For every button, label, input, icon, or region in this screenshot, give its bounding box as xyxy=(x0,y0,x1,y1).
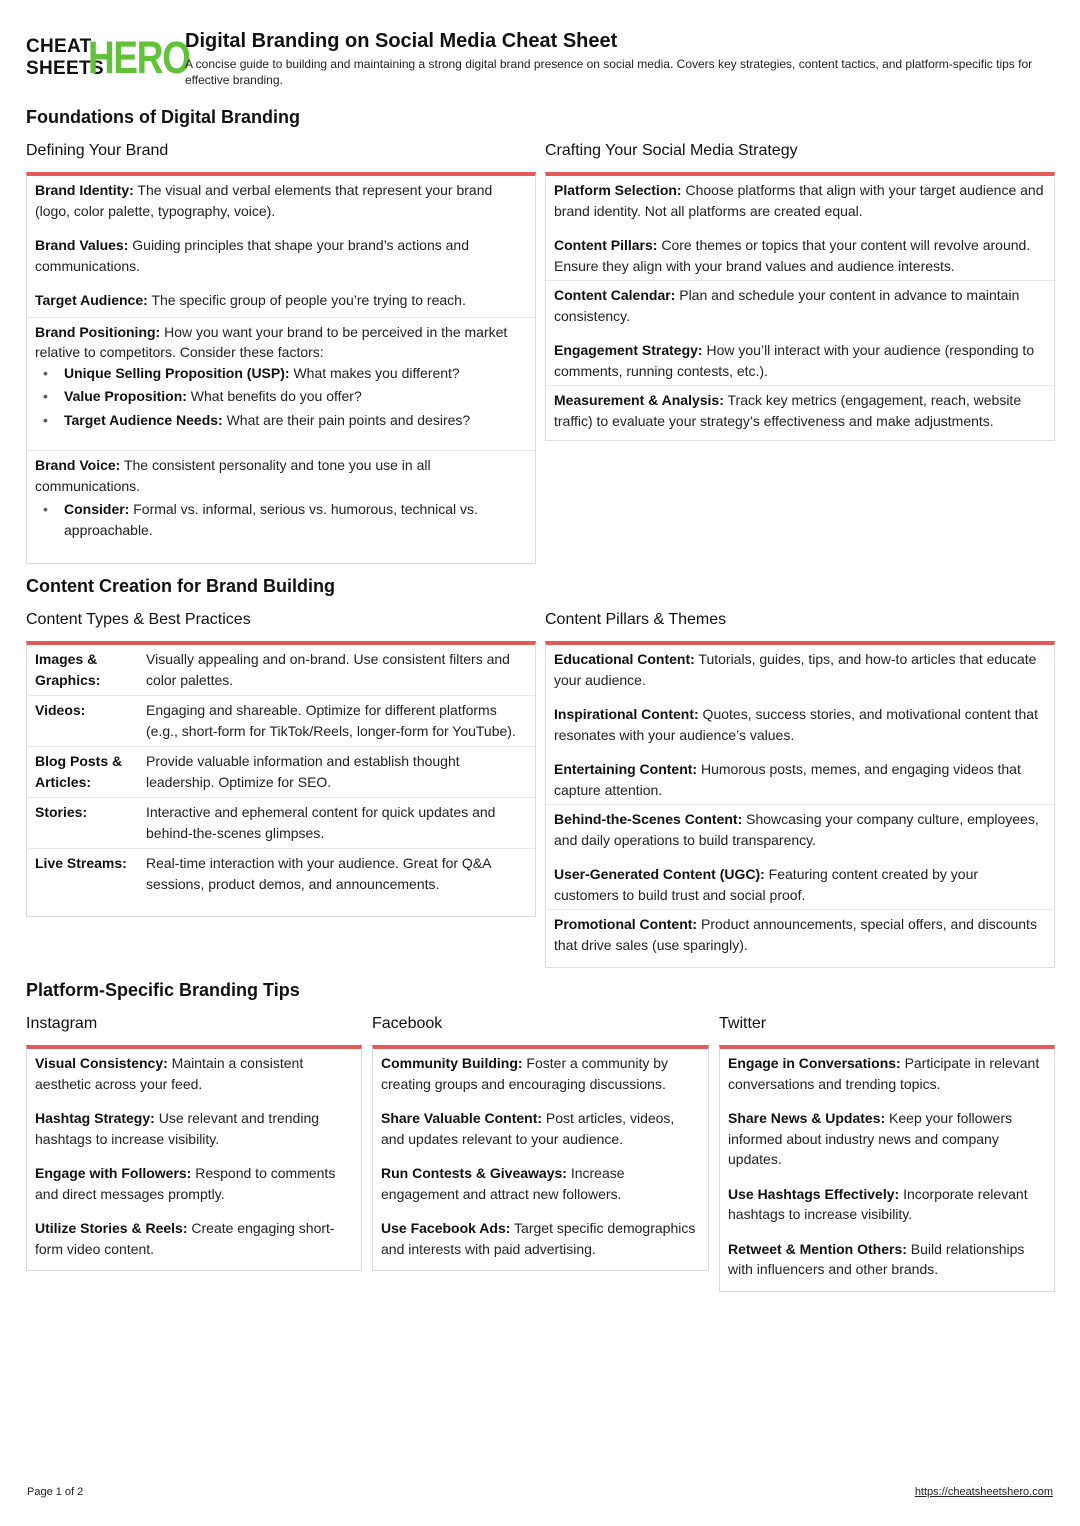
pillars-card xyxy=(545,641,1055,968)
table-row: Live Streams: Real-time interaction with your audience. Great for Q&A sessions, product demos, and announcements. xyxy=(27,848,535,899)
facebook-card xyxy=(372,1045,709,1271)
logo-cheat-text: CHEAT xyxy=(26,36,92,57)
entry-contests: Run Contests & Giveaways: Increase engagement and attract new followers. xyxy=(381,1165,625,1202)
entry-ugc: User-Generated Content (UGC): Featuring content created by your customers to build trust and social proof. xyxy=(554,866,979,903)
table-row: Images & Graphics: Visually appealing and on-brand. Use consistent filters and color palettes. xyxy=(35,651,510,688)
entry-news-updates: Share News & Updates: Keep your followers informed about industry news and company updates. xyxy=(728,1110,1013,1167)
page-description: A concise guide to building and maintaining a strong digital brand presence on social media. Covers key strategies, content tactics, and platform-specific tips for effective branding. xyxy=(185,57,1033,87)
section-title-foundations: Foundations of Digital Branding xyxy=(26,107,300,127)
entry-engagement-strategy: Engagement Strategy: How you’ll interact with your audience (responding to comments, running contests, etc.). xyxy=(554,342,1035,379)
card-title-facebook: Facebook xyxy=(372,1015,443,1032)
entry-hashtag-strategy: Hashtag Strategy: Use relevant and trending hashtags to increase visibility. xyxy=(35,1110,320,1147)
card-title-content-types: Content Types & Best Practices xyxy=(26,611,251,628)
entry-brand-identity: Brand Identity: The visual and verbal elements that represent your brand (logo, color palette, typography, voice). xyxy=(35,182,493,219)
twitter-card xyxy=(719,1045,1055,1292)
entry-engage-followers: Engage with Followers: Respond to comments and direct messages promptly. xyxy=(35,1165,336,1202)
logo-hero-text: HERO xyxy=(88,32,190,83)
page-title: Digital Branding on Social Media Cheat Sheet xyxy=(185,30,618,52)
entry-content-pillars: Content Pillars: Core themes or topics that your content will revolve around. Ensure they align with your brand values and audience interests. xyxy=(554,237,1031,274)
card-title-twitter: Twitter xyxy=(719,1015,767,1032)
card-title-strategy: Crafting Your Social Media Strategy xyxy=(545,142,798,159)
page-number: Page 1 of 2 xyxy=(27,1486,84,1498)
entry-brand-voice: Brand Voice: The consistent personality and tone you use in all communications. • Consider: Formal vs. informal, serious vs. humorous, technical vs. approachable. xyxy=(27,450,535,550)
section-title-platform-tips: Platform-Specific Branding Tips xyxy=(26,980,300,1000)
entry-brand-positioning: Brand Positioning: How you want your brand to be perceived in the market relative to competitors. Consider these factors: • Unique Selling Proposition (USP): What makes you different? • Value Proposition: What benefits do you offer? • Target Audience Needs: What are their pain points and desires? xyxy=(27,317,535,451)
entry-conversations: Engage in Conversations: Participate in relevant conversations and trending topics. xyxy=(728,1055,1040,1092)
bullet-usp: • Unique Selling Proposition (USP): What makes you different? xyxy=(35,363,527,384)
entry-measurement: Measurement & Analysis: Track key metrics (engagement, reach, website traffic) to evaluate your strategy’s effectiveness and make adjustments. xyxy=(546,385,1054,441)
entry-promotional: Promotional Content: Product announcements, special offers, and discounts that drive sales (use sparingly). xyxy=(546,909,1054,965)
entry-retweet-mention: Retweet & Mention Others: Build relationships with influencers and other brands. xyxy=(728,1240,1025,1277)
entry-visual-consistency: Visual Consistency: Maintain a consistent aesthetic across your feed. xyxy=(35,1055,304,1092)
entry-brand-values: Brand Values: Guiding principles that shape your brand’s actions and communications. xyxy=(35,237,469,274)
entry-content-calendar: Content Calendar: Plan and schedule your content in advance to maintain consistency. xyxy=(546,280,1054,336)
strategy-card xyxy=(545,172,1055,441)
entry-stories-reels: Utilize Stories & Reels: Create engaging short-form video content. xyxy=(35,1220,335,1257)
entry-hashtags: Use Hashtags Effectively: Incorporate relevant hashtags to increase visibility. xyxy=(728,1185,1028,1222)
entry-behind-the-scenes: Behind-the-Scenes Content: Showcasing your company culture, employees, and daily operations to build transparency. xyxy=(546,804,1054,860)
bullet-audience-needs: • Target Audience Needs: What are their pain points and desires? xyxy=(35,410,527,431)
entry-facebook-ads: Use Facebook Ads: Target specific demographics and interests with paid advertising. xyxy=(381,1220,696,1257)
entry-target-audience: Target Audience: The specific group of people you’re trying to reach. xyxy=(35,292,466,308)
logo-sheets-text: SHEETS xyxy=(26,58,104,79)
card-title-defining-brand: Defining Your Brand xyxy=(26,142,169,159)
entry-platform-selection: Platform Selection: Choose platforms that align with your target audience and brand identity. Not all platforms are created equal. xyxy=(554,182,1044,219)
entry-educational: Educational Content: Tutorials, guides, tips, and how-to articles that educate your audience. xyxy=(554,651,1037,688)
card-title-pillars: Content Pillars & Themes xyxy=(545,611,727,628)
entry-inspirational: Inspirational Content: Quotes, success stories, and motivational content that resonates with your audience’s values. xyxy=(554,706,1038,743)
entry-share-valuable: Share Valuable Content: Post articles, videos, and updates relevant to your audience. xyxy=(381,1110,675,1147)
content-types-card xyxy=(26,641,536,917)
table-row: Blog Posts & Articles: Provide valuable information and establish thought leadership. Optimize for SEO. xyxy=(27,746,535,797)
instagram-card xyxy=(26,1045,362,1271)
page-header xyxy=(26,30,1056,90)
entry-community-building: Community Building: Foster a community by creating groups and encouraging discussions. xyxy=(381,1055,669,1092)
bullet-value-proposition: • Value Proposition: What benefits do you offer? xyxy=(35,386,527,407)
site-link[interactable]: https://cheatsheetshero.com xyxy=(914,1486,1053,1498)
card-title-instagram: Instagram xyxy=(26,1015,98,1032)
cheatsheetshero-logo[interactable] xyxy=(26,32,190,83)
bullet-consider: • Consider: Formal vs. informal, serious vs. humorous, technical vs. approachable. xyxy=(35,499,527,540)
defining-brand-card xyxy=(26,172,536,564)
table-row: Videos: Engaging and shareable. Optimize for different platforms (e.g., short-form for TikTok/Reels, longer-form for YouTube). xyxy=(27,695,535,746)
section-title-content-creation: Content Creation for Brand Building xyxy=(26,576,335,596)
table-row: Stories: Interactive and ephemeral content for quick updates and behind-the-scenes glimpses. xyxy=(27,797,535,848)
entry-entertaining: Entertaining Content: Humorous posts, memes, and engaging videos that capture attention. xyxy=(554,761,1021,798)
